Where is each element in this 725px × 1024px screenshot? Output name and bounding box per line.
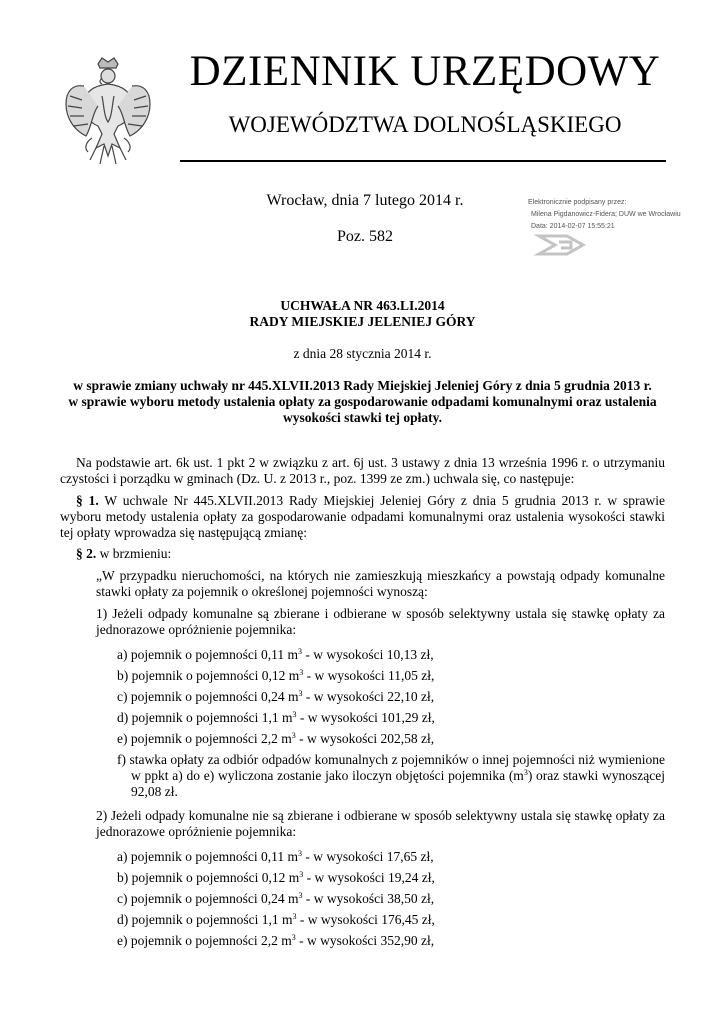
- point-1-text: 1) Jeżeli odpady komunalne są zbierane i odbierane w sposób selektywny ustala się stawkę opłaty za jednorazowe opróżnienie pojemnika:: [96, 606, 665, 637]
- section-1-text: W uchwale Nr 445.XLVII.2013 Rady Miejskiej Jeleniej Góry z dnia 5 grudnia 2013 r. w sprawie wyboru metody ustalenia opłaty za gospodarowanie odpadami komunalnymi oraz ustalenia wysokości stawki tej opłaty wprowadza się następującą zmianę:: [60, 493, 665, 540]
- subject-line-1: w sprawie zmiany uchwały nr 445.XLVII.2013 Rady Miejskiej Jeleniej Góry z dnia 5 grudnia 2013 r.: [73, 378, 652, 393]
- masthead-divider: [180, 160, 666, 162]
- document-body: [60, 455, 665, 951]
- act-issuer: RADY MIEJSKIEJ JELENIEJ GÓRY: [249, 314, 476, 329]
- journal-subtitle: WOJEWÓDZTWA DOLNOŚLĄSKIEGO: [228, 112, 622, 137]
- list-item: b) pojemnik o pojemności 0,12 $m^3$ - w wysokości 19,24 zł,: [117, 870, 435, 885]
- preamble: Na podstawie art. 6k ust. 1 pkt 2 w związku z art. 6j ust. 3 ustawy z dnia 13 września 1996 r. o utrzymaniu czystości i porządku w gminach (Dz. U. z 2013 r., poz. 1399 ze zm.) uchwala się, co następuje:: [60, 455, 665, 486]
- section-2-text: w brzmieniu:: [99, 546, 172, 561]
- signature-date: Data: 2014-02-07 15:55:21: [531, 223, 615, 230]
- list-item: a) pojemnik o pojemności 0,11 $m^3$ - w wysokości 17,65 zł,: [117, 849, 434, 864]
- subject-line-2: w sprawie wyboru metody ustalenia opłaty za gospodarowanie odpadami komunalnymi oraz ustalenia wysokości stawki tej opłaty.: [68, 394, 657, 425]
- list-item: e) pojemnik o pojemności 2,2 $m^3$ - w wysokości 352,90 zł,: [117, 933, 435, 948]
- journal-title: DZIENNIK URZĘDOWY: [189, 48, 661, 95]
- act-subject: [60, 378, 665, 426]
- signature-heading: Elektronicznie podpisany przez:: [528, 199, 627, 206]
- list-item: e) pojemnik o pojemności 2,2 $m^3$ - w wysokości 202,58 zł,: [117, 731, 435, 746]
- signature-signer: Milena Pigdanowicz-Fidera; DUW we Wrocławiu: [531, 211, 681, 218]
- section-1: [60, 493, 665, 541]
- list-item: c) pojemnik o pojemności 0,24 $m^3$ - w wysokości 38,50 zł,: [117, 891, 435, 906]
- list-item: a) pojemnik o pojemności 0,11 $m^3$ - w wysokości 10,13 zł,: [117, 647, 434, 662]
- white-eagle-emblem-icon: [62, 56, 154, 168]
- section-2: [60, 546, 665, 562]
- point-1-list: [60, 644, 665, 800]
- publication-position: Poz. 582: [337, 228, 393, 245]
- list-item: d) pojemnik o pojemności 1,1 $m^3$ - w wysokości 176,45 zł,: [117, 912, 435, 927]
- act-date: z dnia 28 stycznia 2014 r.: [293, 346, 432, 361]
- electronic-signature-block: [528, 197, 724, 233]
- point-2-text: 2) Jeżeli odpady komunalne nie są zbierane i odbierane w sposób selektywny ustala się stawkę opłaty za jednorazowe opróżnienie pojemnika:: [96, 808, 665, 839]
- electronic-signature-icon: [531, 230, 593, 260]
- list-item-f: f) stawka opłaty za odbiór odpadów komunalnych z pojemników o innej pojemności niż wymienione w ppkt a) do e) wyliczona zostanie jako iloczyn objętości pojemnika $(m^3)$ oraz stawki wynoszącej 92,08 zł.: [117, 752, 665, 799]
- list-item: d) pojemnik o pojemności 1,1 $m^3$ - w wysokości 101,29 zł,: [117, 710, 435, 725]
- section-1-label: § 1.: [76, 493, 99, 508]
- section-2-label: § 2.: [76, 546, 97, 561]
- act-number: UCHWAŁA NR 463.LI.2014: [280, 298, 445, 313]
- list-item: c) pojemnik o pojemności 0,24 $m^3$ - w wysokości 22,10 zł,: [117, 689, 435, 704]
- publication-date: Wrocław, dnia 7 lutego 2014 r.: [266, 192, 464, 209]
- quote-intro: „W przypadku nieruchomości, na których nie zamieszkują mieszkańcy a powstają odpady komunalne stawki opłaty za pojemnik o określonej pojemności wynoszą:: [96, 568, 665, 599]
- list-item: b) pojemnik o pojemności 0,12 $m^3$ - w wysokości 11,05 zł,: [117, 668, 435, 683]
- point-2-list: [60, 846, 665, 951]
- act-title: [60, 298, 665, 330]
